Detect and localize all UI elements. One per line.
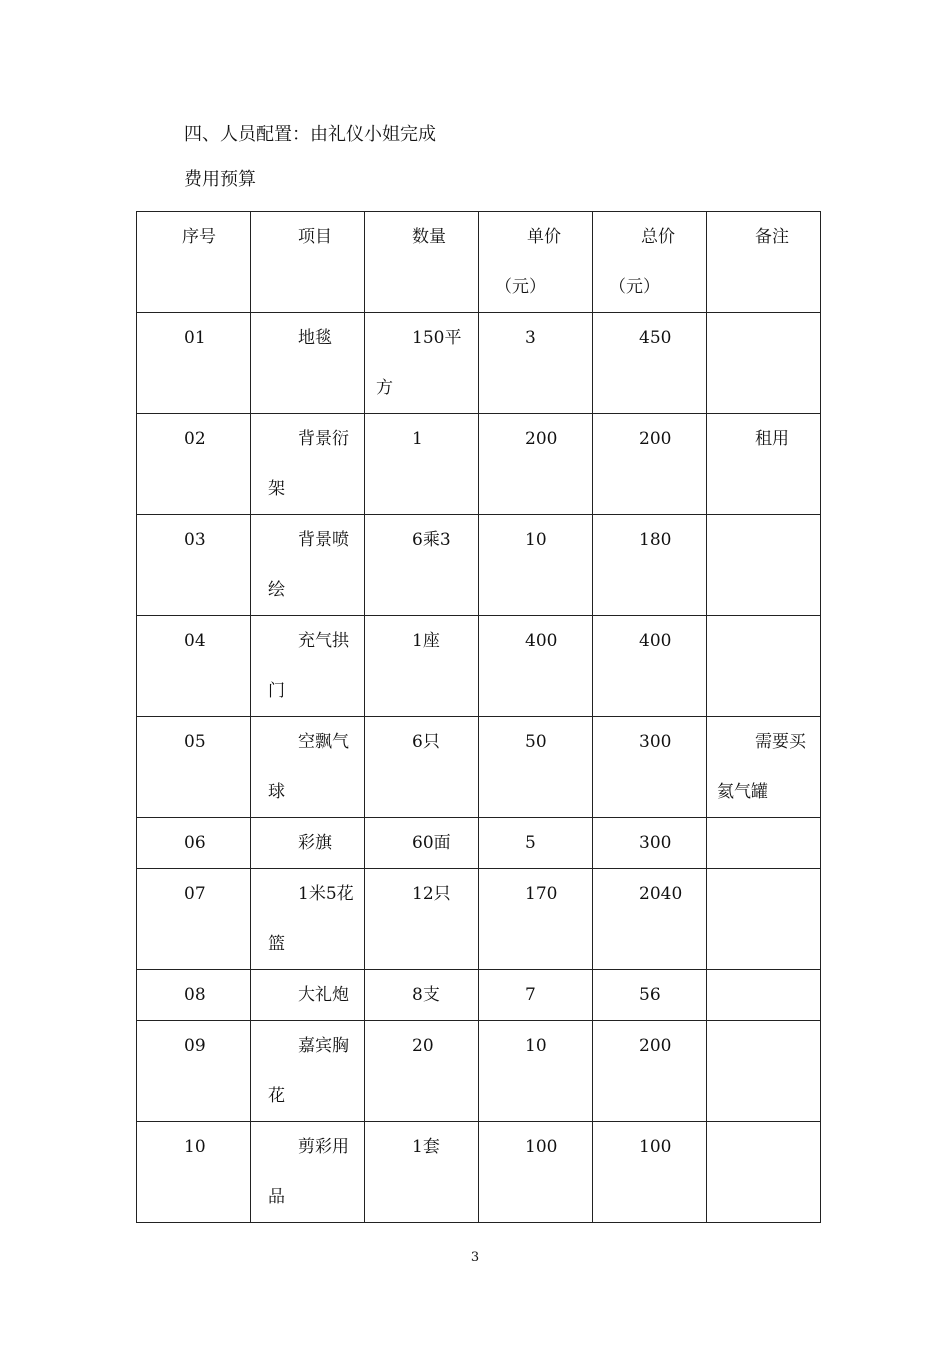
table-cell: 20: [365, 1021, 479, 1122]
table-cell: 5: [479, 818, 593, 869]
table-cell: 170: [479, 869, 593, 970]
table-header-row: [137, 212, 821, 313]
table-row: [137, 616, 821, 717]
table-row: [137, 414, 821, 515]
table-cell: 08: [137, 970, 251, 1021]
table-cell: 剪彩用品: [251, 1122, 365, 1223]
table-cell: 01: [137, 313, 251, 414]
table-row: [137, 970, 821, 1021]
table-cell: 04: [137, 616, 251, 717]
table-row: [137, 717, 821, 818]
table-cell: 背景衍架: [251, 414, 365, 515]
table-cell: 200: [479, 414, 593, 515]
table-cell: 6只: [365, 717, 479, 818]
table-cell: 背景喷绘: [251, 515, 365, 616]
header-cell: 数量: [365, 212, 479, 313]
table-cell: [707, 313, 821, 414]
table-cell: 06: [137, 818, 251, 869]
table-cell: [707, 1021, 821, 1122]
table-cell: 400: [593, 616, 707, 717]
table-cell: 6乘3: [365, 515, 479, 616]
table-cell: 2040: [593, 869, 707, 970]
budget-table: [136, 211, 821, 1223]
table-cell: 10: [479, 515, 593, 616]
table-cell: 10: [479, 1021, 593, 1122]
table-cell: [707, 869, 821, 970]
table-cell: 400: [479, 616, 593, 717]
table-cell: 200: [593, 414, 707, 515]
table-cell: 150平方: [365, 313, 479, 414]
table-cell: 300: [593, 818, 707, 869]
table-row: [137, 313, 821, 414]
table-cell: 60面: [365, 818, 479, 869]
table-cell: [707, 970, 821, 1021]
section-heading: 四、人员配置：由礼仪小姐完成: [184, 124, 436, 145]
table-cell: 05: [137, 717, 251, 818]
table-cell: 3: [479, 313, 593, 414]
header-cell: 备注: [707, 212, 821, 313]
table-row: [137, 1122, 821, 1223]
table-row: [137, 869, 821, 970]
table-row: [137, 818, 821, 869]
table-row: [137, 515, 821, 616]
table-cell: 300: [593, 717, 707, 818]
header-cell: 单价（元）: [479, 212, 593, 313]
table-cell: 56: [593, 970, 707, 1021]
table-cell: 7: [479, 970, 593, 1021]
table-cell: 180: [593, 515, 707, 616]
table-cell: 07: [137, 869, 251, 970]
table-row: [137, 1021, 821, 1122]
table-cell: 02: [137, 414, 251, 515]
table-cell: 1座: [365, 616, 479, 717]
table-cell: [707, 1122, 821, 1223]
table-cell: 100: [479, 1122, 593, 1223]
page-number: 3: [470, 1250, 480, 1265]
header-cell: 总价（元）: [593, 212, 707, 313]
table-cell: 12只: [365, 869, 479, 970]
table-cell: 嘉宾胸花: [251, 1021, 365, 1122]
table-cell: 1: [365, 414, 479, 515]
table-cell: 租用: [707, 414, 821, 515]
header-cell: 序号: [137, 212, 251, 313]
table-cell: 03: [137, 515, 251, 616]
table-cell: 450: [593, 313, 707, 414]
budget-title: 费用预算: [184, 169, 256, 190]
table-cell: [707, 515, 821, 616]
table-cell: 地毯: [251, 313, 365, 414]
table-cell: [707, 616, 821, 717]
table-cell: 彩旗: [251, 818, 365, 869]
table-cell: 充气拱门: [251, 616, 365, 717]
table-cell: 10: [137, 1122, 251, 1223]
table-cell: 空飘气球: [251, 717, 365, 818]
table-cell: 09: [137, 1021, 251, 1122]
table-cell: 50: [479, 717, 593, 818]
table-cell: [707, 818, 821, 869]
table-cell: 大礼炮: [251, 970, 365, 1021]
table-cell: 1套: [365, 1122, 479, 1223]
table-cell: 200: [593, 1021, 707, 1122]
table-cell: 8支: [365, 970, 479, 1021]
table-cell: 100: [593, 1122, 707, 1223]
table-cell: 1米5花篮: [251, 869, 365, 970]
header-cell: 项目: [251, 212, 365, 313]
table-cell: 需要买氦气罐: [707, 717, 821, 818]
